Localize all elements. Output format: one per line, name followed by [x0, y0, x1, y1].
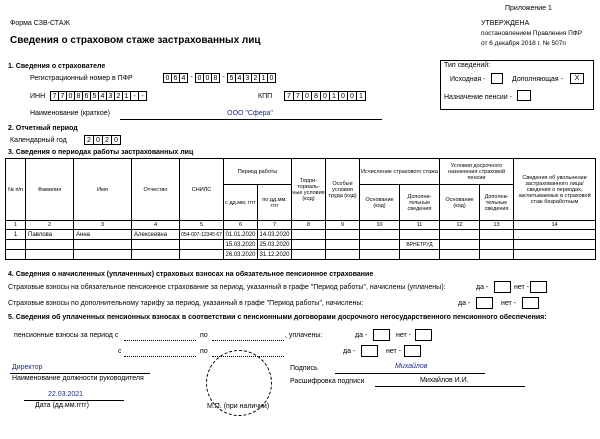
row-num[interactable] — [6, 240, 26, 250]
row-snils[interactable]: 054-007-12345 67 — [181, 231, 222, 238]
reg-cell[interactable]: 4 — [179, 73, 188, 83]
row-snils[interactable] — [180, 240, 224, 250]
row-name[interactable] — [74, 240, 132, 250]
s5-2-no-box[interactable] — [404, 345, 421, 357]
row-cell[interactable] — [440, 250, 480, 260]
approved-date: от 6 декабря 2018 г. № 507п — [481, 40, 566, 47]
year-cells — [84, 135, 120, 145]
row-cell[interactable] — [514, 240, 596, 250]
section4-line1: Страховые взносы на обязательное пенсионное страхование за период, указанный в графе "Период работы", начислены (уплачены): — [8, 284, 446, 291]
s4-line2-yes-label: да - — [458, 300, 471, 307]
reg-cell[interactable]: 3 — [243, 73, 252, 83]
reg-cell[interactable]: 2 — [251, 73, 260, 83]
reg-sep: - — [190, 74, 193, 81]
reg-number-label: Регистрационный номер в ПФР — [30, 75, 133, 82]
col-number: 6 — [224, 221, 258, 230]
th-basis2: Основание (код) — [440, 185, 480, 221]
org-name-underline — [120, 119, 382, 120]
row-patronymic[interactable] — [132, 240, 180, 250]
col-number: 4 — [132, 221, 180, 230]
page-title: Сведения о страховом стаже застрахованных лиц — [10, 35, 261, 46]
row-num[interactable] — [6, 250, 26, 260]
period2-from-line[interactable] — [124, 356, 196, 357]
row-surname[interactable]: Павлова — [26, 230, 74, 240]
reg-cell[interactable]: 6 — [171, 73, 180, 83]
inn-cell[interactable]: 1 — [122, 91, 131, 101]
approved-by: постановлением Правления ПФР — [481, 30, 583, 37]
th-special: Особые условия труда (код) — [326, 159, 360, 221]
kpp-label: КПП — [258, 93, 273, 100]
s4-line2-no-label: нет - — [501, 300, 517, 307]
section2-title: 2. Отчетный период — [8, 125, 78, 132]
initial-label: Исходная - — [450, 76, 486, 83]
inn-cell[interactable]: 7 — [58, 91, 67, 101]
inn-cell[interactable]: 7 — [50, 91, 59, 101]
row-additional-info[interactable] — [400, 230, 440, 240]
row-name[interactable]: Анна — [74, 230, 132, 240]
row-cell[interactable] — [360, 240, 400, 250]
row-cell[interactable] — [292, 230, 326, 240]
s5-yes-label: да - — [355, 332, 368, 339]
col-number: 12 — [440, 221, 480, 230]
th-basis: Основание (код) — [360, 185, 400, 221]
reg-cell[interactable]: 0 — [267, 73, 276, 83]
period-to-line[interactable] — [212, 340, 284, 341]
form-name: Форма СЗВ-СТАЖ — [10, 20, 70, 27]
org-name-label: Наименование (краткое) — [30, 110, 110, 117]
row-cell[interactable] — [292, 240, 326, 250]
th-work-period: Период работы — [224, 159, 292, 185]
row-cell[interactable] — [514, 250, 596, 260]
inn-cell[interactable]: 5 — [90, 91, 99, 101]
kpp-cell[interactable]: 0 — [347, 91, 357, 101]
reg-number-cells — [163, 73, 275, 83]
pension-label: Назначение пенсии - — [444, 94, 512, 101]
col-number: 8 — [292, 221, 326, 230]
pension-checkbox[interactable] — [517, 90, 531, 101]
sign-underline — [335, 373, 485, 374]
kpp-cell[interactable]: 7 — [284, 91, 294, 101]
decode-underline — [375, 386, 525, 387]
row-cell[interactable] — [440, 230, 480, 240]
row-patronymic[interactable]: Алексеевна — [132, 230, 180, 240]
reg-cell[interactable]: 5 — [227, 73, 236, 83]
section1-title: 1. Сведения о страхователе — [8, 63, 106, 70]
reg-cell[interactable]: 0 — [195, 73, 204, 83]
inn-cells — [50, 91, 146, 101]
th-name: Имя — [74, 159, 132, 221]
pension-period-label: пенсионные взносы за период с — [14, 332, 119, 339]
row-to[interactable]: 31.12.2020 — [259, 251, 290, 258]
row-cell[interactable] — [480, 230, 514, 240]
period-to-word: по — [200, 332, 208, 339]
date-underline — [24, 400, 124, 401]
year-cell[interactable]: 0 — [111, 135, 121, 145]
row-to[interactable]: 14.03.2020 — [259, 231, 290, 238]
section3-title: 3. Сведения о периодах работы застрахованных лиц — [8, 149, 194, 156]
info-type-title: Тип сведений: — [444, 62, 491, 69]
inn-label: ИНН — [30, 93, 46, 100]
s5-2-no-label: нет - — [386, 348, 402, 355]
s5-no-label: нет - — [396, 332, 412, 339]
row-surname[interactable] — [26, 250, 74, 260]
reg-cell[interactable]: 0 — [203, 73, 212, 83]
period2-from-word: с — [118, 348, 122, 355]
inn-cell[interactable]: 4 — [98, 91, 107, 101]
s5-no-box[interactable] — [415, 329, 432, 341]
row-cell[interactable] — [360, 230, 400, 240]
th-early-pension: Условия досрочного назначения страховой пенсии — [440, 159, 514, 185]
row-cell[interactable] — [514, 230, 596, 240]
s5-2-yes-box[interactable] — [361, 345, 378, 357]
th-from: с дд.мм. гггг — [224, 185, 258, 221]
kpp-cell[interactable]: 7 — [293, 91, 303, 101]
th-snils: СНИЛС — [180, 159, 224, 221]
s4-line1-yes-label: да - — [476, 284, 489, 291]
org-name-value[interactable]: ООО "Сфера" — [227, 110, 273, 117]
inn-cell[interactable]: - — [130, 91, 139, 101]
year-label: Календарный год — [10, 137, 67, 144]
inn-cell[interactable]: 8 — [74, 91, 83, 101]
sign-label: Подпись — [290, 365, 318, 372]
s4-line2-no-box[interactable] — [522, 297, 539, 309]
inn-cell[interactable]: 6 — [82, 91, 91, 101]
s4-line1-no-box[interactable] — [530, 281, 547, 293]
kpp-cells — [284, 91, 365, 101]
date-value[interactable]: 22.03.2021 — [48, 391, 84, 398]
supplement-label: Дополняющая - — [512, 76, 563, 83]
row-surname[interactable] — [26, 240, 74, 250]
approved-label: УТВЕРЖДЕНА — [481, 20, 530, 27]
col-number: 1 — [6, 221, 26, 230]
col-number: 10 — [360, 221, 400, 230]
period2-to-word: по — [200, 348, 208, 355]
reg-cell[interactable]: 0 — [163, 73, 172, 83]
reg-cell[interactable]: 8 — [211, 73, 220, 83]
position-label: Наименование должности руководителя — [12, 375, 144, 382]
row-from[interactable]: 01.01.2020 — [225, 231, 256, 238]
inn-cell[interactable]: 2 — [114, 91, 123, 101]
s5-yes-box[interactable] — [373, 329, 390, 341]
year-cell[interactable]: 0 — [93, 135, 103, 145]
th-surname: Фамилия — [26, 159, 74, 221]
col-number: 9 — [326, 221, 360, 230]
th-additional-info2: Дополни- тельные сведения — [480, 185, 514, 221]
col-number: 11 — [400, 221, 440, 230]
period-from-line[interactable] — [124, 340, 196, 341]
row-cell[interactable] — [292, 250, 326, 260]
row-snils[interactable] — [180, 250, 224, 260]
col-number: 5 — [180, 221, 224, 230]
row-additional-info[interactable]: ВРНЕТРУД — [400, 240, 440, 250]
kpp-cell[interactable]: 1 — [356, 91, 366, 101]
section5-title: 5. Сведения об уплаченных пенсионных взносах в соответствии с пенсионными договорами досрочного негосударственного пенсионного обеспечения: — [8, 314, 547, 321]
th-to: по дд.мм. гггг — [258, 185, 292, 221]
s4-line1-yes-box[interactable] — [494, 281, 511, 293]
kpp-cell[interactable]: 8 — [311, 91, 321, 101]
section4-title: 4. Сведения о начисленных (уплаченных) страховых взносах на обязательное пенсионное страхование — [8, 271, 374, 278]
kpp-cell[interactable]: 1 — [329, 91, 339, 101]
appendix-label: Приложение 1 — [505, 5, 552, 12]
row-cell[interactable] — [480, 250, 514, 260]
th-num: № п/п — [6, 159, 26, 221]
col-number: 14 — [514, 221, 596, 230]
th-insurance-calc: Исчисление страхового стажа — [360, 159, 440, 185]
th-dismissal: Сведения об увольнении застрахованного лица/ сведения о периодах, засчитываемых в страховой стаж безработным — [514, 159, 596, 221]
row-cell[interactable] — [480, 240, 514, 250]
sign-value[interactable]: Михайлов — [395, 363, 428, 370]
stamp-label: М.П. (при наличии) — [207, 403, 270, 410]
reg-sep: - — [222, 74, 225, 81]
reg-cell[interactable]: 1 — [259, 73, 268, 83]
col-number: 3 — [74, 221, 132, 230]
kpp-cell[interactable]: 0 — [320, 91, 330, 101]
decode-value[interactable]: Михайлов И.И. — [420, 377, 469, 384]
inn-cell[interactable]: 3 — [106, 91, 115, 101]
position-value[interactable]: Директор — [12, 364, 43, 371]
initial-checkbox[interactable] — [491, 73, 503, 84]
inn-cell[interactable]: - — [138, 91, 147, 101]
row-cell[interactable] — [326, 230, 360, 240]
s4-line2-yes-box[interactable] — [476, 297, 493, 309]
col-number: 13 — [480, 221, 514, 230]
year-cell[interactable]: 2 — [102, 135, 112, 145]
row-to[interactable]: 25.03.2020 — [259, 241, 290, 248]
date-label: Дата (дд.мм.гггг) — [35, 402, 90, 409]
reg-cell[interactable]: 4 — [235, 73, 244, 83]
row-cell[interactable] — [326, 250, 360, 260]
work-periods-table — [5, 158, 596, 260]
kpp-cell[interactable]: 0 — [302, 91, 312, 101]
inn-cell[interactable]: 0 — [66, 91, 75, 101]
row-name[interactable] — [74, 250, 132, 260]
kpp-cell[interactable]: 0 — [338, 91, 348, 101]
decode-label: Расшифровка подписи — [290, 378, 365, 385]
section4-line2: Страховые взносы по дополнительному тарифу за период, указанный в графе "Период работы", начислены: — [8, 300, 364, 307]
col-number: 2 — [26, 221, 74, 230]
col-number: 7 — [258, 221, 292, 230]
year-cell[interactable]: 2 — [84, 135, 94, 145]
supplement-checkbox[interactable]: X — [570, 73, 584, 84]
th-territorial: Терри- ториаль- ные условия (код) — [292, 159, 326, 221]
paid-label: , уплачены: — [285, 332, 323, 339]
th-patronymic: Отчество — [132, 159, 180, 221]
row-from[interactable]: 15.03.2020 — [225, 241, 256, 248]
position-underline — [10, 373, 150, 374]
row-additional-info[interactable] — [400, 250, 440, 260]
s4-line1-no-label: нет - — [514, 284, 530, 291]
th-additional-info: Дополни- тельные сведения — [400, 185, 440, 221]
row-cell[interactable] — [440, 240, 480, 250]
row-patronymic[interactable] — [132, 250, 180, 260]
row-num[interactable]: 1 — [6, 230, 26, 240]
row-cell[interactable] — [360, 250, 400, 260]
s5-2-yes-label: да - — [343, 348, 356, 355]
row-from[interactable]: 26.03.2020 — [225, 251, 256, 258]
row-cell[interactable] — [326, 240, 360, 250]
